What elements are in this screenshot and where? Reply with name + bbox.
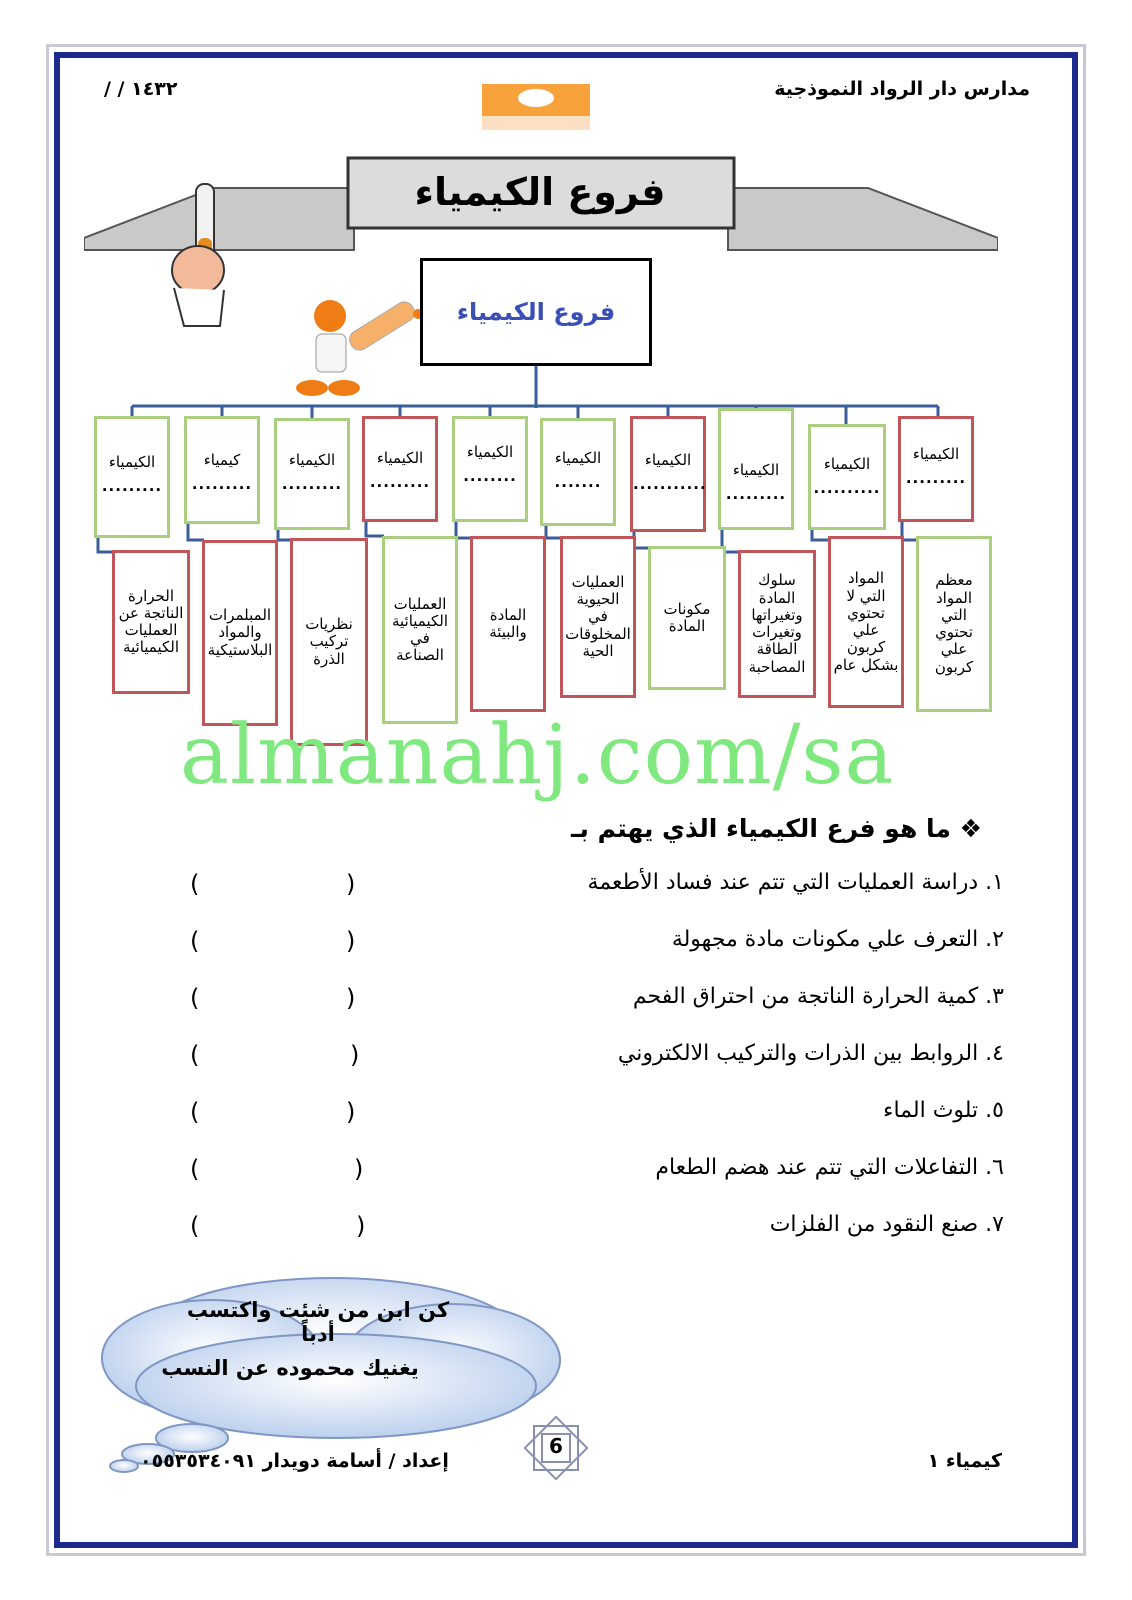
- answer-paren-left: (: [190, 870, 200, 898]
- question-item: ١. دراسة العمليات التي تتم عند فساد الأطعمة: [587, 870, 1004, 895]
- answer-paren-left: (: [190, 1212, 200, 1240]
- category-blank: ........: [463, 467, 517, 485]
- category-label: الكيمياء: [466, 443, 514, 461]
- category-blank: ..........: [813, 479, 881, 497]
- category-box: [274, 418, 350, 530]
- watermark: almanahj.com/sa: [180, 708, 895, 803]
- branch-description: العمليات الكيميائية في الصناعة: [382, 536, 458, 724]
- hand-test-tube-image: [164, 178, 246, 328]
- banner-title: فروع الكيمياء: [414, 170, 666, 214]
- answer-paren-right: ): [350, 1041, 360, 1069]
- answer-paren-left: (: [190, 984, 200, 1012]
- page-number: 6: [549, 1434, 563, 1458]
- date-line: / / ١٤٣٢: [104, 78, 178, 100]
- question-item: ٤. الروابط بين الذرات والتركيب الالكتروني: [617, 1041, 1004, 1066]
- category-blank: ...........: [633, 475, 707, 493]
- category-blank: .........: [725, 485, 787, 503]
- answer-paren-left: (: [190, 1041, 200, 1069]
- question-prompt: ❖ ما هو فرع الكيمياء الذي يهتم بـ: [571, 814, 982, 843]
- sun-logo: [476, 78, 596, 136]
- branch-description: المبلمرات والمواد البلاستيكية: [202, 540, 278, 726]
- question-item: ٥. تلوث الماء: [883, 1098, 1004, 1123]
- answer-paren-right: ): [356, 1212, 366, 1240]
- question-item: ٢. التعرف علي مكونات مادة مجهولة: [671, 927, 1004, 952]
- question-item: ٧. صنع النقود من الفلزات: [769, 1212, 1004, 1237]
- category-blank: .......: [554, 473, 602, 491]
- category-label: الكيمياء: [823, 455, 871, 473]
- category-box: [540, 418, 616, 526]
- answer-paren-left: (: [190, 927, 200, 955]
- branch-description: المادة والبيئة: [470, 536, 546, 712]
- tree-root-label: فروع الكيمياء: [456, 298, 616, 326]
- category-blank: .........: [369, 473, 431, 491]
- footer-author: إعداد / أسامة دويدار ٠٥٥٣٥٣٤٠٩١: [140, 1450, 449, 1472]
- answer-paren-right: ): [346, 927, 356, 955]
- branch-description: نظريات تركيب الذرة: [290, 538, 368, 746]
- category-label: كيمياء: [203, 451, 241, 469]
- category-box: [184, 416, 260, 524]
- category-label: الكيمياء: [288, 451, 336, 469]
- category-box: [808, 424, 886, 530]
- branch-description: مكونات المادة: [648, 546, 726, 690]
- answer-paren-right: ): [354, 1155, 364, 1183]
- answer-paren-right: ): [346, 870, 356, 898]
- answer-paren-left: (: [190, 1098, 200, 1126]
- branch-description: معظم المواد التي تحتوي علي كربون: [916, 536, 992, 712]
- category-blank: .........: [281, 475, 343, 493]
- footer-subject: كيمياء ١: [927, 1450, 1002, 1472]
- scientist-figure-image: [290, 296, 430, 400]
- branch-description: الحرارة الناتجة عن العمليات الكيميائية: [112, 550, 190, 694]
- answer-paren-right: ): [346, 1098, 356, 1126]
- category-blank: .........: [101, 477, 163, 495]
- cloud-verse-line1: كن ابن من شئت واكتسب أدباً: [186, 1298, 450, 1346]
- category-box: [718, 408, 794, 530]
- category-blank: .........: [191, 475, 253, 493]
- tree-root-box: [420, 258, 652, 366]
- question-item: ٣. كمية الحرارة الناتجة من احتراق الفحم: [632, 984, 1004, 1009]
- school-name: مدارس دار الرواد النموذجية: [774, 78, 1030, 100]
- category-box: [94, 416, 170, 538]
- category-label: الكيمياء: [732, 461, 780, 479]
- branch-description: المواد التي لا تحتوي علي كربون بشكل عام: [828, 536, 904, 708]
- question-item: ٦. التفاعلات التي تتم عند هضم الطعام: [655, 1155, 1004, 1180]
- category-label: الكيمياء: [912, 445, 960, 463]
- category-box: [898, 416, 974, 522]
- branch-description: العمليات الحيوية في المخلوقات الحية: [560, 536, 636, 698]
- category-label: الكيمياء: [644, 451, 692, 469]
- category-label: الكيمياء: [376, 449, 424, 467]
- category-box: [362, 416, 438, 522]
- category-label: الكيمياء: [108, 453, 156, 471]
- category-box: [452, 416, 528, 522]
- category-blank: .........: [905, 469, 967, 487]
- cloud-verse-line2: يغنيك محموده عن النسب: [161, 1356, 419, 1380]
- branch-description: سلوك المادة وتغيراتها وتغيرات الطاقة المصاحبة: [738, 550, 816, 698]
- answer-paren-left: (: [190, 1155, 200, 1183]
- answer-paren-right: ): [346, 984, 356, 1012]
- category-label: الكيمياء: [554, 449, 602, 467]
- category-box: [630, 416, 706, 532]
